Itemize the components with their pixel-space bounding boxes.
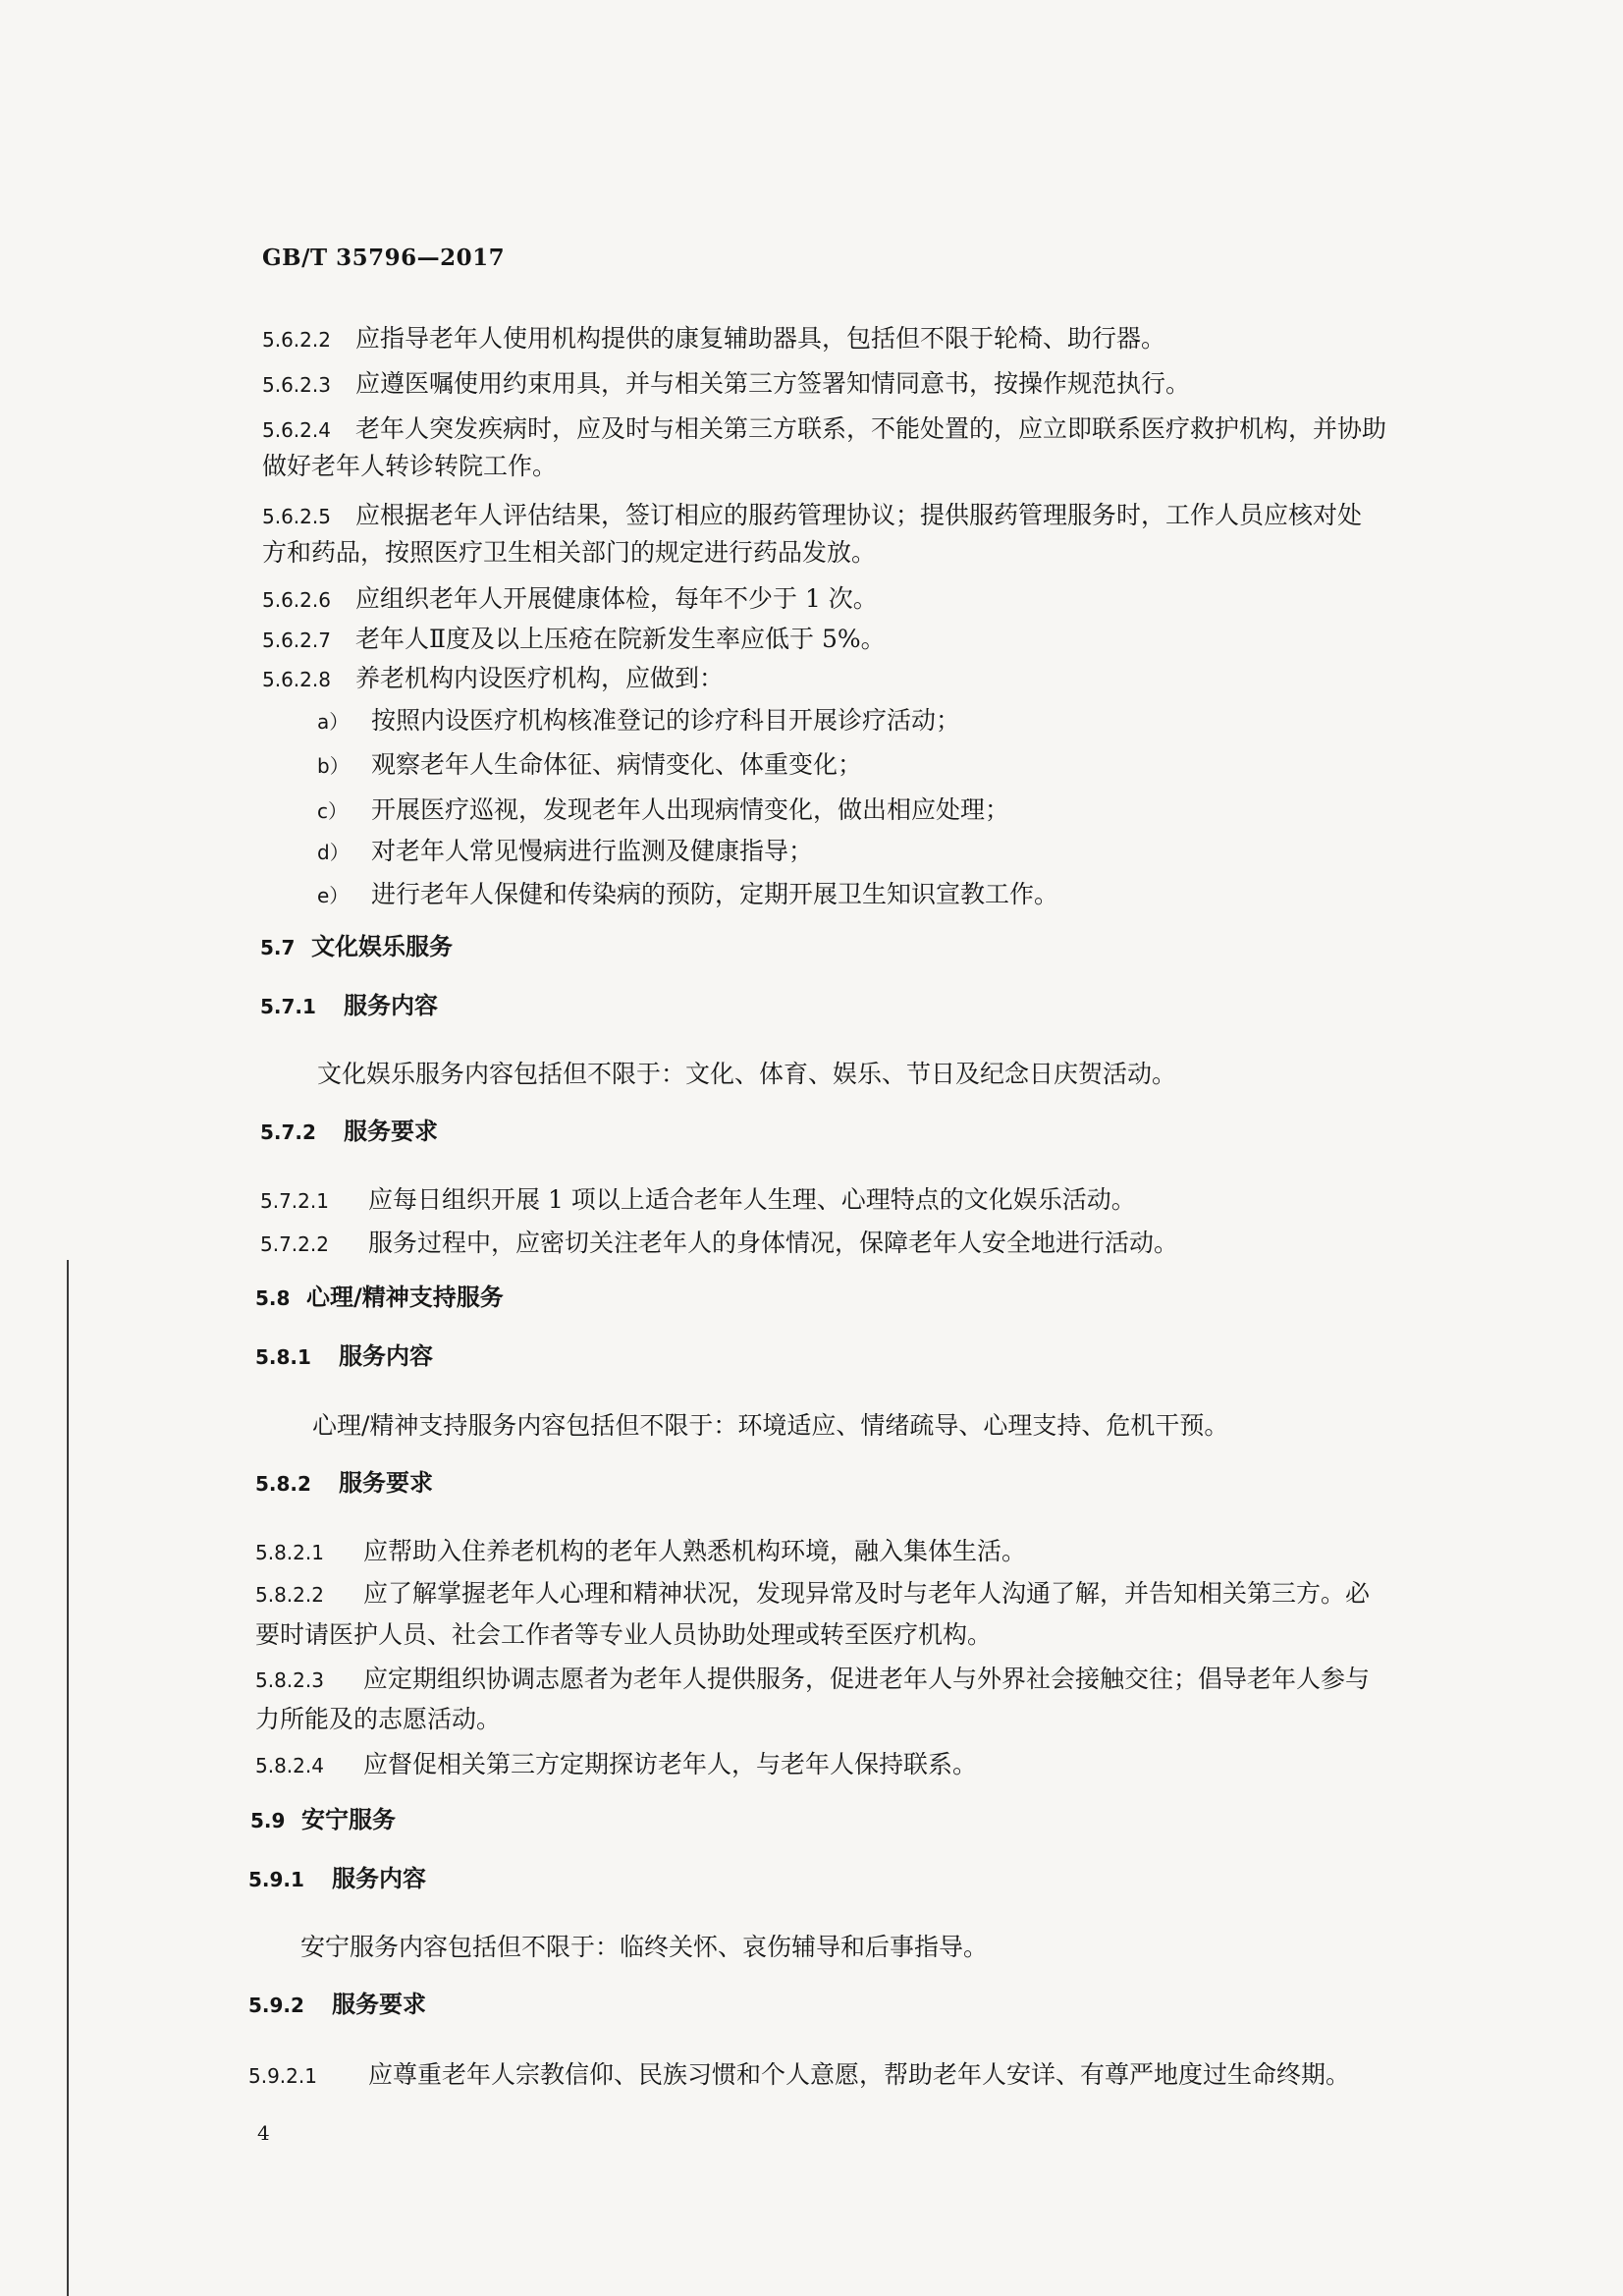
- clause-5-8-2-3: 5.8.2.3 应定期组织协调志愿者为老年人提供服务，促进老年人与外界社会接触交往；倡导老年人参与: [255, 1665, 1371, 1693]
- section-5-8-2-heading: 5.8.2 服务要求: [255, 1469, 433, 1497]
- clause-5-7-2-2: 5.7.2.2 服务过程中，应密切关注老年人的身体情况，保障老年人安全地进行活动。: [260, 1229, 1179, 1257]
- section-5-9-2-heading: 5.9.2 服务要求: [248, 1991, 426, 2018]
- clause-5-6-2-4-cont: 做好老年人转诊转院工作。: [262, 452, 558, 480]
- list-item-d: d） 对老年人常见慢病进行监测及健康指导；: [317, 837, 814, 865]
- section-5-8-heading: 5.8 心理/精神支持服务: [255, 1284, 504, 1311]
- clause-5-8-2-2-cont: 要时请医护人员、社会工作者等专业人员协助处理或转至医疗机构。: [255, 1620, 993, 1649]
- page-number: 4: [257, 2121, 270, 2145]
- clause-5-8-2-3-cont: 力所能及的志愿活动。: [255, 1705, 502, 1733]
- list-item-e: e） 进行老年人保健和传染病的预防，定期开展卫生知识宣教工作。: [317, 880, 1059, 908]
- clause-5-8-2-4: 5.8.2.4 应督促相关第三方定期探访老年人，与老年人保持联系。: [255, 1750, 978, 1778]
- section-5-9-1-heading: 5.9.1 服务内容: [248, 1865, 426, 1892]
- clause-5-8-2-2: 5.8.2.2 应了解掌握老年人心理和精神状况，发现异常及时与老年人沟通了解，并告知相关第三方。必: [255, 1579, 1371, 1608]
- clause-5-6-2-3: 5.6.2.3 应遵医嘱使用约束用具，并与相关第三方签署知情同意书，按操作规范执行。: [262, 369, 1191, 398]
- scan-edge-line: [67, 1260, 69, 2296]
- section-5-7-heading: 5.7 文化娱乐服务: [260, 933, 453, 960]
- clause-5-6-2-2: 5.6.2.2 应指导老年人使用机构提供的康复辅助器具，包括但不限于轮椅、助行器。: [262, 324, 1166, 353]
- paragraph-5-9-1: 安宁服务内容包括但不限于：临终关怀、哀伤辅导和后事指导。: [300, 1933, 989, 1961]
- clause-5-6-2-7: 5.6.2.7 老年人Ⅱ度及以上压疮在院新发生率应低于 5%。: [262, 625, 886, 653]
- clause-5-9-2-1: 5.9.2.1 应尊重老年人宗教信仰、民族习惯和个人意愿，帮助老年人安详、有尊严地度过生命终期。: [248, 2060, 1351, 2089]
- paragraph-5-8-1: 心理/精神支持服务内容包括但不限于：环境适应、情绪疏导、心理支持、危机干预。: [312, 1411, 1229, 1440]
- section-5-7-2-heading: 5.7.2 服务要求: [260, 1118, 438, 1145]
- list-item-a: a） 按照内设医疗机构核准登记的诊疗科目开展诊疗活动；: [317, 706, 961, 735]
- standard-header: GB/T 35796—2017: [262, 245, 506, 271]
- section-5-7-1-heading: 5.7.1 服务内容: [260, 992, 438, 1019]
- section-5-9-heading: 5.9 安宁服务: [250, 1806, 396, 1833]
- list-item-b: b） 观察老年人生命体征、病情变化、体重变化；: [317, 750, 863, 779]
- clause-5-7-2-1: 5.7.2.1 应每日组织开展 1 项以上适合老年人生理、心理特点的文化娱乐活动。: [260, 1185, 1136, 1214]
- clause-5-6-2-8: 5.6.2.8 养老机构内设医疗机构，应做到：: [262, 664, 725, 692]
- clause-5-6-2-6: 5.6.2.6 应组织老年人开展健康体检，每年不少于 1 次。: [262, 584, 878, 613]
- clause-5-6-2-4: 5.6.2.4 老年人突发疾病时，应及时与相关第三方联系，不能处置的，应立即联系医疗救护机构，并协助: [262, 414, 1387, 443]
- section-5-8-1-heading: 5.8.1 服务内容: [255, 1342, 433, 1370]
- clause-5-6-2-5-cont: 方和药品，按照医疗卫生相关部门的规定进行药品发放。: [262, 538, 877, 567]
- list-item-c: c） 开展医疗巡视，发现老年人出现病情变化，做出相应处理；: [317, 795, 1010, 824]
- paragraph-5-7-1: 文化娱乐服务内容包括但不限于：文化、体育、娱乐、节日及纪念日庆贺活动。: [317, 1060, 1177, 1088]
- clause-5-6-2-5: 5.6.2.5 应根据老年人评估结果，签订相应的服药管理协议；提供服药管理服务时，工作人员应核对处: [262, 501, 1363, 529]
- clause-5-8-2-1: 5.8.2.1 应帮助入住养老机构的老年人熟悉机构环境，融入集体生活。: [255, 1537, 1027, 1565]
